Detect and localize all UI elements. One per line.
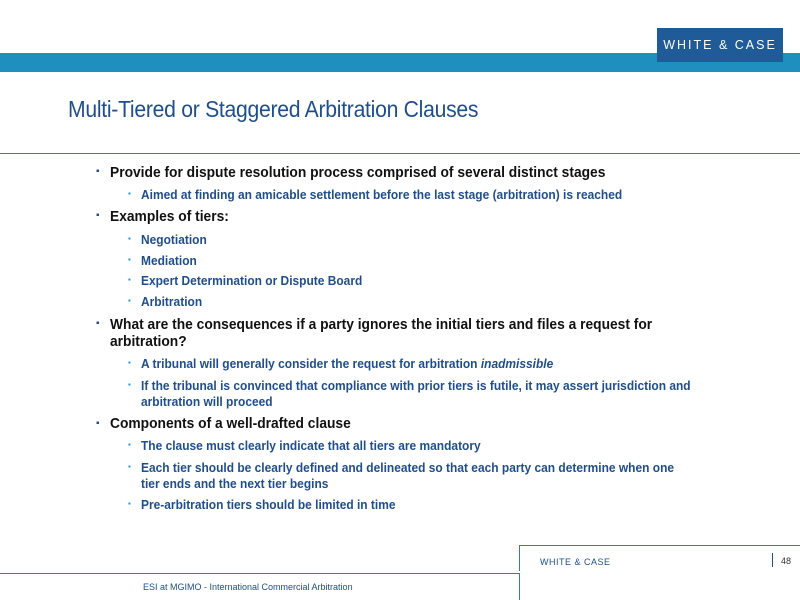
sub-bullet-text-line1: If the tribunal is convinced that compliance with prior tiers is futile, it may assert jurisdiction and [141,378,691,393]
square-bullet-icon: ▪ [96,166,100,177]
square-bullet-icon: ▪ [96,418,100,429]
square-bullet-icon: ▪ [128,255,131,264]
square-bullet-icon: ▪ [96,318,100,329]
square-bullet-icon: ▪ [128,358,131,367]
square-bullet-icon: ▪ [128,499,131,508]
sub-bullet-text: Mediation [141,253,197,268]
slide-title: Multi-Tiered or Staggered Arbitration Clauses [68,96,479,122]
sub-bullet-text [141,355,553,372]
sub-bullet-text-line2: tier ends and the next tier begins [141,476,329,491]
square-bullet-icon: ▪ [96,210,100,221]
footer-brand: WHITE & CASE [540,557,611,567]
square-bullet-icon: ▪ [128,440,131,449]
sub-bullet-text: Negotiation [141,232,207,247]
square-bullet-icon: ▪ [128,380,131,389]
logo-text: WHITE & CASE [663,38,777,52]
white-case-logo [657,28,783,62]
square-bullet-icon: ▪ [128,296,131,305]
page-number: 48 [781,556,792,566]
footer-separator [772,553,773,567]
sub-bullet-text-line2: arbitration will proceed [141,394,273,409]
title-divider [0,153,800,154]
bullet-text: Provide for dispute resolution process comprised of several distinct stages [110,164,606,181]
sub-bullet-text-line1: Each tier should be clearly defined and delineated so that each party can determine when one [141,460,675,475]
square-bullet-icon: ▪ [128,462,131,471]
sub-bullet-text: Pre-arbitration tiers should be limited in time [141,497,396,512]
square-bullet-icon: ▪ [128,189,131,198]
square-bullet-icon: ▪ [128,275,131,284]
bullet-text-line1: What are the consequences if a party ignores the initial tiers and files a request for [110,316,653,333]
footer-course: ESI at MGIMO - International Commercial Arbitration [143,582,353,592]
sub-bullet-plain: A tribunal will generally consider the request for arbitration [141,356,481,371]
bullet-text-line2: arbitration? [110,333,187,350]
sub-bullet-text: The clause must clearly indicate that all tiers are mandatory [141,438,481,453]
bullet-text: Components of a well-drafted clause [110,415,351,432]
sub-bullet-text: Arbitration [141,294,203,309]
square-bullet-icon: ▪ [128,234,131,243]
sub-bullet-text: Aimed at finding an amicable settlement before the last stage (arbitration) is reached [141,187,623,202]
sub-bullet-emphasis: inadmissible [480,356,554,371]
bullet-text: Examples of tiers: [110,208,229,225]
sub-bullet-text: Expert Determination or Dispute Board [141,273,363,288]
